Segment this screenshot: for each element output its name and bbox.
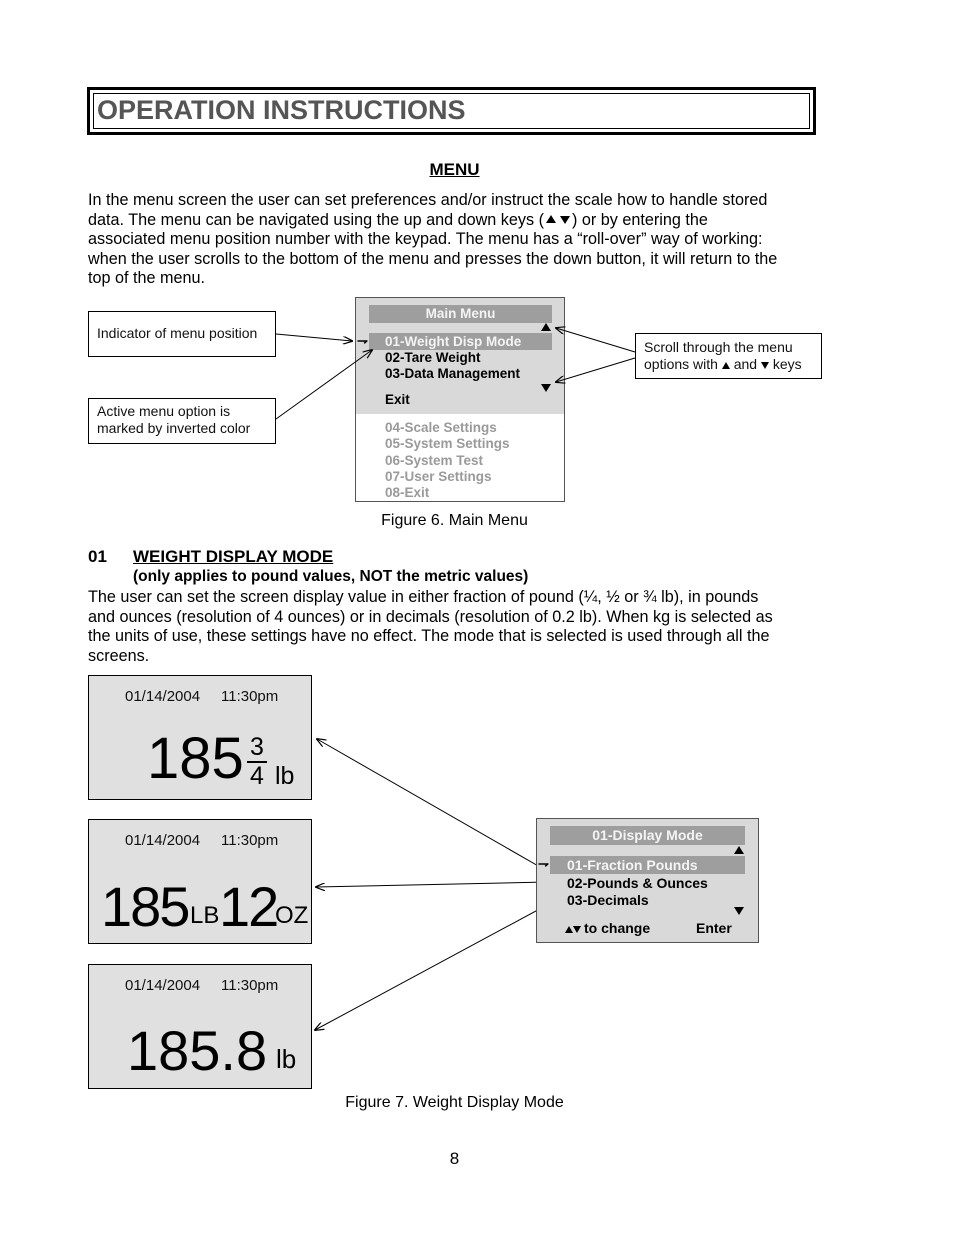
menu-pointer-icon: ⇁ bbox=[538, 856, 549, 871]
arrow-scroll-up bbox=[556, 328, 635, 352]
callout-active-option: Active menu option is marked by inverted color bbox=[88, 398, 276, 444]
menu-item-system-test: 06-System Test bbox=[385, 453, 484, 468]
menu-item-scale-settings: 04-Scale Settings bbox=[385, 420, 497, 435]
down-arrow-icon bbox=[573, 926, 581, 933]
up-arrow-icon bbox=[565, 926, 573, 933]
figure7-caption: Figure 7. Weight Display Mode bbox=[345, 1094, 564, 1111]
option-pounds-ounces: 02-Pounds & Ounces bbox=[567, 875, 708, 891]
weight-ounces: 12 bbox=[219, 875, 278, 938]
menu-para-line-1: In the menu screen the user can set preferences and/or instruct the scale how to handle stored bbox=[88, 191, 768, 209]
figure6-caption: Figure 6. Main Menu bbox=[381, 512, 528, 529]
weight-pounds: 185 bbox=[101, 875, 189, 938]
weight-whole: 185 bbox=[147, 726, 244, 791]
menu-pointer-icon: ⇁ bbox=[357, 333, 368, 348]
arrow-scroll-down bbox=[556, 358, 635, 382]
menu-item-exit: Exit bbox=[385, 392, 410, 407]
lcd-time: 11:30pm bbox=[221, 688, 279, 705]
section-01-number: 01 bbox=[88, 547, 107, 566]
menu-item-user-settings: 07-User Settings bbox=[385, 469, 492, 484]
display-mode-title: 01-Display Mode bbox=[550, 826, 745, 845]
arrow-fraction bbox=[317, 739, 547, 871]
weight-decimal: 185.8 bbox=[127, 1019, 268, 1082]
lcd-decimals bbox=[88, 964, 312, 1089]
lcd-date: 01/14/2004 bbox=[125, 832, 201, 849]
page-number: 8 bbox=[449, 1149, 460, 1168]
page-title: OPERATION INSTRUCTIONS bbox=[97, 95, 466, 125]
menu-heading: MENU bbox=[429, 160, 480, 179]
menu-para-line-4: when the user scrolls to the bottom of the menu and presses the down button, it will return to the bbox=[88, 249, 778, 268]
option-fraction-pounds: 01-Fraction Pounds bbox=[550, 856, 745, 874]
section-01-paragraph: The user can set the screen display value in either fraction of pound (¼, ½ or ¾ lb), in pounds and ounces (resolution of 4 ounces) or in decimals (resolution of 0.2 lb). When kg is selected as the units of use, these settings have no effect. The mode that is selected is used through all the screens. bbox=[88, 588, 773, 665]
footer-change: to change bbox=[565, 920, 650, 936]
section-01-heading: WEIGHT DISPLAY MODE bbox=[133, 547, 334, 566]
lcd-time: 11:30pm bbox=[221, 832, 279, 849]
menu-item-tare-weight: 02-Tare Weight bbox=[385, 350, 481, 365]
lcd-fraction-pounds bbox=[88, 675, 312, 800]
lcd-time: 11:30pm bbox=[221, 977, 279, 994]
section-01-subheading: (only applies to pound values, NOT the metric values) bbox=[133, 568, 529, 585]
arrow-active bbox=[276, 350, 372, 419]
weight-unit: lb bbox=[275, 762, 295, 790]
arrow-decimals bbox=[315, 898, 560, 1030]
menu-para-line-2: data. The menu can be navigated using the up and down keys ( ) or by entering the bbox=[88, 210, 708, 229]
lcd-date: 01/14/2004 bbox=[125, 977, 201, 994]
main-menu-title: Main Menu bbox=[369, 305, 552, 323]
menu-item-system-settings: 05-System Settings bbox=[385, 436, 510, 451]
decimal-unit: lb bbox=[276, 1044, 297, 1074]
menu-item-exit-2: 08-Exit bbox=[385, 485, 430, 500]
ounces-unit: OZ bbox=[275, 902, 309, 929]
lcd-pounds-ounces bbox=[88, 819, 312, 944]
arrow-position bbox=[276, 334, 352, 341]
callout-menu-position: Indicator of menu position bbox=[88, 311, 276, 357]
option-decimals: 03-Decimals bbox=[567, 892, 649, 908]
fraction-numerator: 3 bbox=[250, 733, 264, 761]
footer-enter: Enter bbox=[696, 920, 732, 936]
menu-item-data-management: 03-Data Management bbox=[385, 366, 521, 381]
lcd-date: 01/14/2004 bbox=[125, 688, 201, 705]
pounds-unit: LB bbox=[190, 902, 220, 929]
callout-scroll: Scroll through the menu options with and keys bbox=[635, 333, 822, 379]
menu-para-line-5: top of the menu. bbox=[88, 269, 205, 288]
display-mode-screen bbox=[536, 818, 759, 943]
scroll-up-icon bbox=[734, 846, 744, 854]
scroll-down-icon bbox=[734, 907, 744, 915]
fraction-denominator: 4 bbox=[250, 762, 264, 790]
menu-para-line-3: associated menu position number with the keypad. The menu has a “roll-over” way of working: bbox=[88, 230, 763, 249]
arrow-pounds-ounces bbox=[316, 882, 547, 887]
menu-item-weight-disp-mode: 01-Weight Disp Mode bbox=[369, 333, 552, 350]
